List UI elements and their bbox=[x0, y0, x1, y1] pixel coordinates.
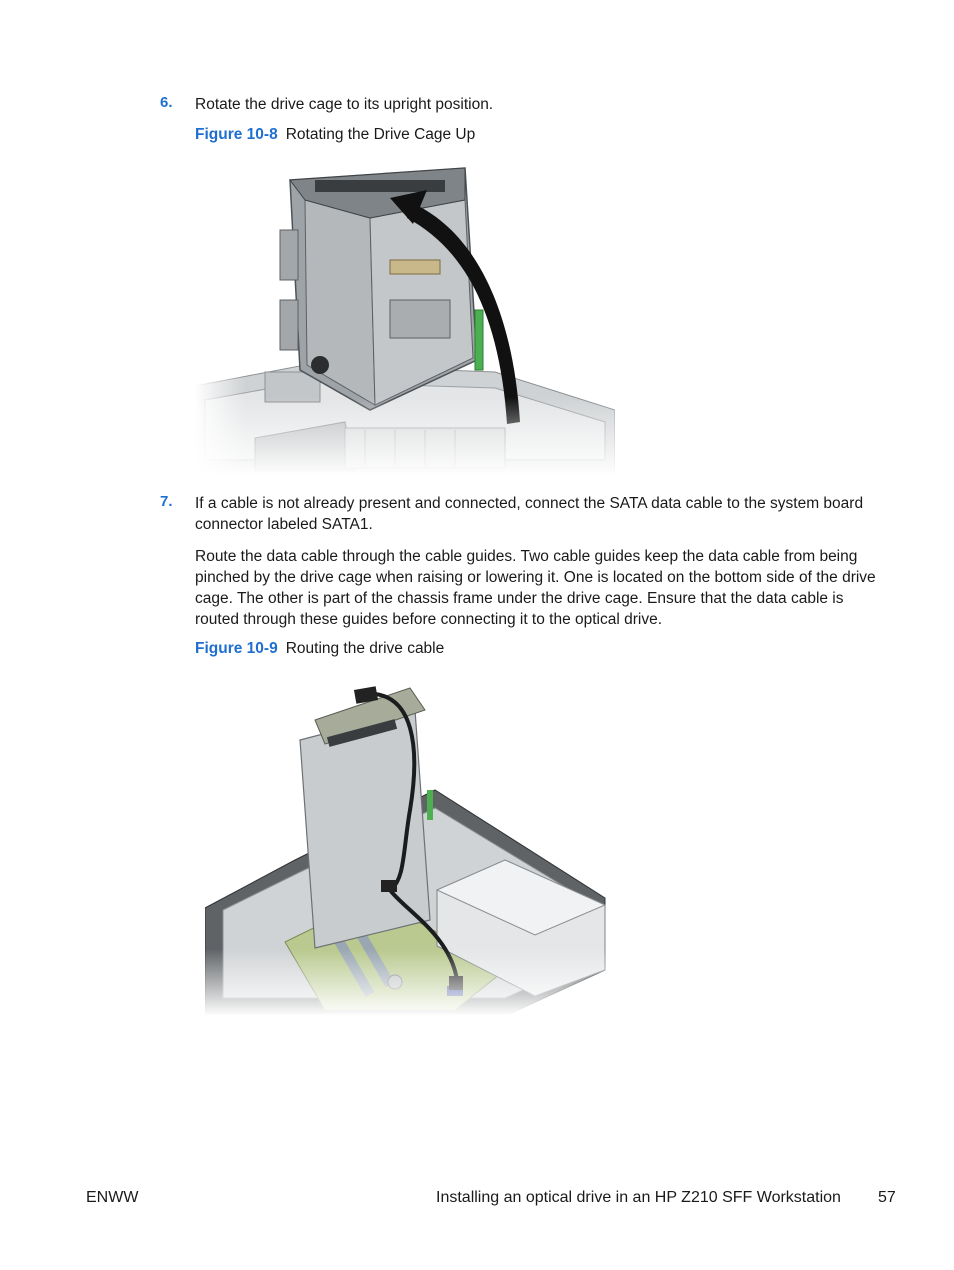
page-number: 57 bbox=[878, 1189, 896, 1206]
drive-cage-rotation-illustration bbox=[195, 160, 615, 476]
figure-caption-text: Rotating the Drive Cage Up bbox=[285, 126, 476, 143]
step-number-6: 6. bbox=[160, 94, 173, 111]
figure-10-9-caption bbox=[195, 640, 444, 658]
step-7-routing-text: Route the data cable through the cable guides. Two cable guides keep the data cable from being pinched by the drive cage when raising or lowering it. One is located on the bottom side of the drive cage. The other is part of the chassis frame under the drive cage. Ensure that the data cable is routed through these guides before connecting it to the optical drive. bbox=[195, 548, 876, 628]
figure-caption-text: Routing the drive cable bbox=[285, 640, 445, 657]
footer-chapter-title: Installing an optical drive in an HP Z210 SFF Workstation bbox=[436, 1189, 841, 1206]
footer-left-label: ENWW bbox=[86, 1189, 139, 1206]
step-7-text: If a cable is not already present and connected, connect the SATA data cable to the system board connector labeled SATA1. bbox=[195, 495, 864, 533]
step-6-text: Rotate the drive cage to its upright position. bbox=[195, 96, 494, 113]
step-number-7: 7. bbox=[160, 493, 173, 510]
figure-10-8-caption bbox=[195, 126, 475, 144]
figure-label: Figure 10-9 bbox=[195, 640, 278, 657]
drive-cable-routing-illustration bbox=[205, 680, 610, 1016]
figure-label: Figure 10-8 bbox=[195, 126, 278, 143]
